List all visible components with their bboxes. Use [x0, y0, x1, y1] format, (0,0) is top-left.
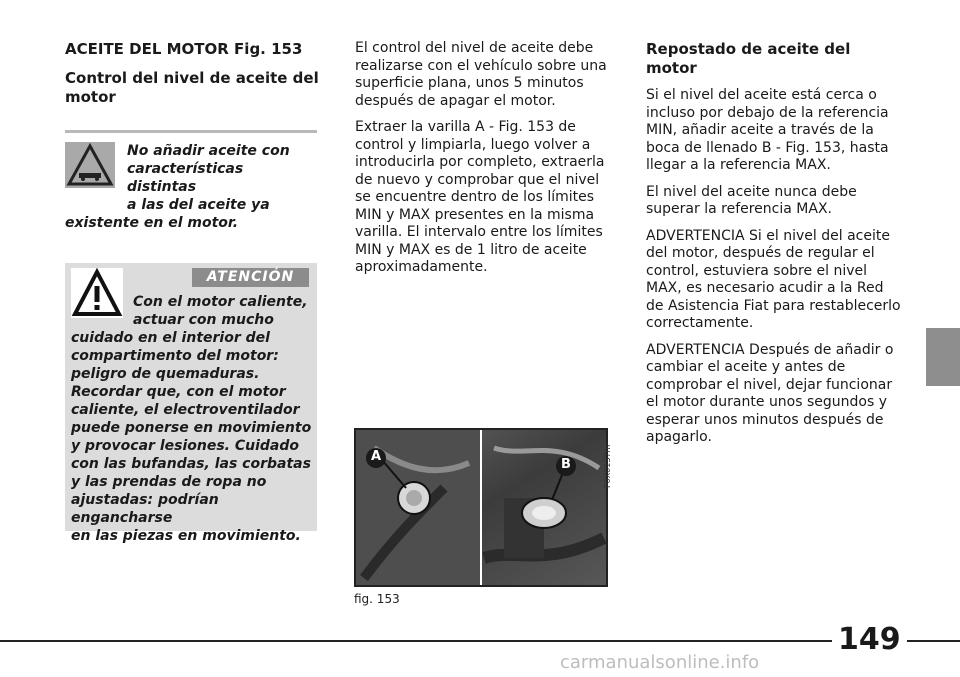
label-a: A — [370, 449, 382, 464]
section-tab — [926, 328, 960, 386]
note-line: existente en el motor. — [65, 215, 239, 231]
attention-line: cuidado en el interior del — [71, 330, 270, 346]
paragraph: El control del nivel de aceite debe realizarse con el vehículo sobre una superficie plana, unos 5 minutos después de apagar el motor. — [355, 40, 607, 109]
attention-line: y provocar lesiones. Cuidado — [71, 438, 299, 454]
middle-column — [355, 40, 610, 286]
attention-line: con las bufandas, las corbatas — [71, 456, 311, 472]
page-number: 149 — [832, 622, 907, 658]
engine-photo — [354, 428, 608, 587]
paragraph: Extraer la varilla A - Fig. 153 de control y limpiarla, luego volver a introducirla por completo, extraerla de nuevo y comprobar que el nivel se encuentre dentro de los límites MIN y MAX presentes en la misma varilla. El intervalo entre los límites MIN y MAX es de 1 litro de aceite aproximadamente. — [355, 119, 605, 275]
no-oil-warning — [65, 142, 317, 232]
paragraph: ADVERTENCIA Después de añadir o cambiar el aceite y antes de comprobar el nivel, dejar funcionar el motor durante unos segundos y esperar unos minutos después de apagarlo. — [646, 341, 894, 445]
note-line: características distintas — [127, 161, 244, 195]
attention-box — [65, 263, 317, 544]
divider — [65, 130, 317, 133]
paragraph: Si el nivel del aceite está cerca o incluso por debajo de la referencia MIN, añadir aceite a través de la boca de llenado B - Fig. 153, hasta llegar a la referencia MAX. — [646, 87, 889, 173]
car-warning-icon — [65, 142, 115, 188]
right-column — [646, 40, 904, 456]
attention-line: actuar con mucho — [133, 312, 274, 328]
figure-code: F0X0137m — [603, 444, 612, 488]
attention-line: Recordar que, con el motor — [71, 384, 286, 400]
attention-line: y las prendas de ropa no — [71, 474, 267, 490]
watermark: carmanualsonline.info — [560, 652, 760, 673]
attention-label: ATENCIÓN — [192, 268, 309, 287]
section-title: ACEITE DEL MOTOR Fig. 153 — [65, 40, 303, 58]
note-line: a las del aceite ya — [127, 197, 270, 213]
figure-caption: fig. 153 — [354, 592, 400, 606]
attention-line: compartimento del motor: — [71, 348, 279, 364]
refill-title: Repostado de aceite del motor — [646, 40, 851, 77]
attention-line: peligro de quemaduras. — [71, 366, 260, 382]
footer-rule — [0, 640, 960, 642]
label-b: B — [561, 457, 571, 472]
paragraph: El nivel del aceite nunca debe superar la referencia MAX. — [646, 183, 857, 217]
left-column — [65, 40, 320, 107]
attention-line: Con el motor caliente, — [133, 294, 308, 310]
attention-line: caliente, el electroventilador — [71, 402, 300, 418]
attention-line: en las piezas en movimiento. — [71, 528, 301, 544]
attention-line: puede ponerse en movimiento — [71, 420, 312, 436]
paragraph: ADVERTENCIA Si el nivel del aceite del motor, después de regular el control, estuviera sobre el nivel MAX, es necesario acudir a la Red de Asistencia Fiat para restablecerlo correctamente. — [646, 227, 901, 331]
section-subtitle: Control del nivel de aceite del motor — [65, 69, 319, 106]
note-line: No añadir aceite con — [127, 143, 290, 159]
attention-line: ajustadas: podrían engancharse — [71, 492, 219, 526]
